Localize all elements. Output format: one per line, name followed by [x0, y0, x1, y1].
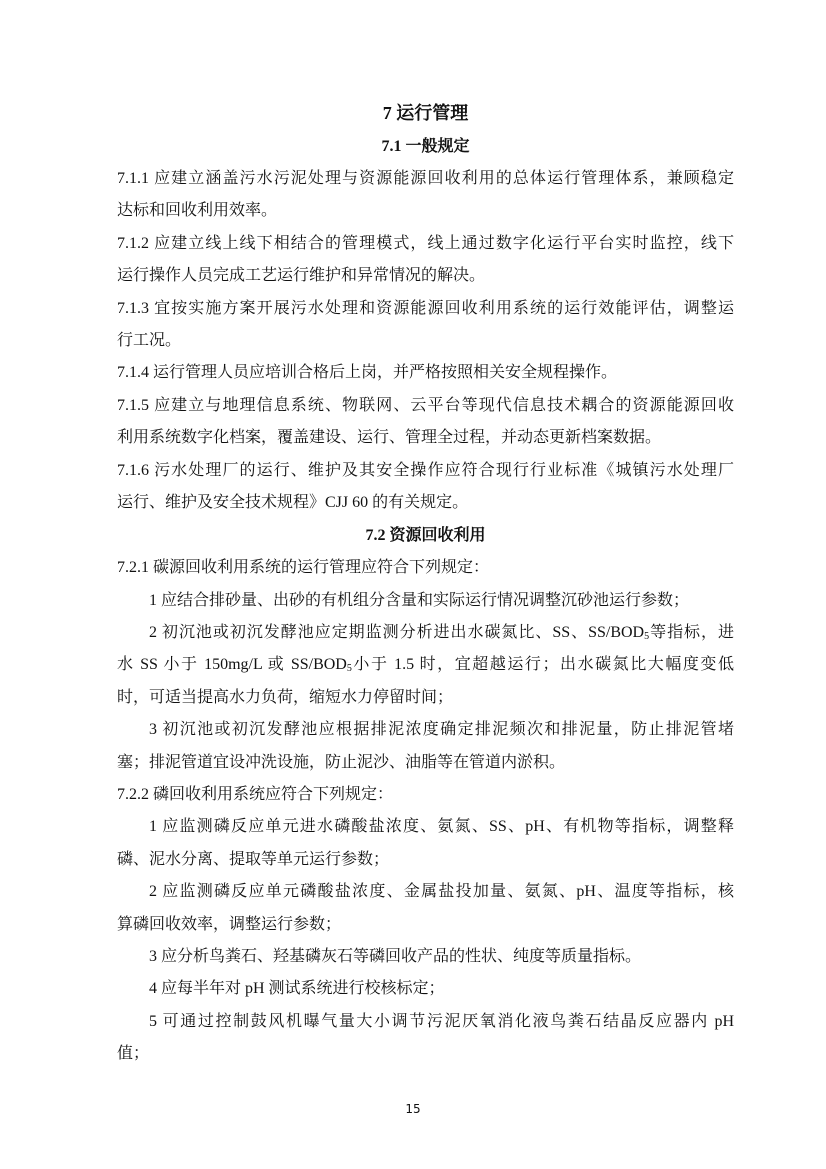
text-segment: 小于 1.5 时，宜超越运行；出水碳氮比大幅度变低: [351, 656, 734, 674]
section-heading: 7.1 一般规定: [381, 138, 470, 155]
text-line: [117, 617, 734, 649]
text-line: 2 应监测磷反应单元磷酸盐浓度、金属盐投加量、氨氮、pH、温度等指标，核: [149, 883, 734, 901]
clause-paragraph: [117, 811, 734, 876]
chapter-title: 7 运行管理: [382, 103, 469, 123]
clause-paragraph: [117, 973, 734, 1005]
text-segment: 等指标，进: [649, 624, 734, 642]
text-line: 1 应监测磷反应单元进水磷酸盐浓度、氨氮、SS、pH、有机物等指标，调整释: [149, 818, 734, 836]
text-line: 值；: [117, 1045, 150, 1063]
clause-paragraph: [117, 585, 734, 617]
clause-paragraph: [117, 163, 734, 228]
text-line: 7.1.2 应建立线上线下相结合的管理模式，线上通过数字化运行平台实时监控，线下: [117, 234, 734, 252]
text-line: 1 应结合排砂量、出砂的有机组分含量和实际运行情况调整沉砂池运行参数；: [149, 591, 690, 609]
clause-paragraph: [117, 293, 734, 358]
text-line: 7.1.1 应建立涵盖污水污泥处理与资源能源回收利用的总体运行管理体系，兼顾稳定: [117, 170, 734, 187]
clause-paragraph: [117, 390, 734, 455]
subscript: 5: [644, 631, 650, 643]
clause-paragraph: [117, 714, 734, 779]
page-number: 15: [405, 1102, 421, 1116]
section-heading: 7.2 资源回收利用: [365, 527, 486, 545]
clause-paragraph: [117, 779, 734, 811]
text-line: 5 可通过控制鼓风机曝气量大小调节污泥厌氧消化液鸟粪石结晶反应器内 pH: [149, 1012, 734, 1030]
clause-paragraph: [117, 1006, 734, 1071]
clause-paragraph: [117, 455, 734, 520]
text-line: 7.2.1 碳源回收利用系统的运行管理应符合下列规定：: [117, 559, 490, 577]
text-segment: 2 初沉池或初沉发酵池应定期监测分析进出水碳氮比、SS、SS/BOD: [149, 624, 645, 642]
text-line: [117, 649, 734, 681]
text-line: 7.2.2 磷回收利用系统应符合下列规定：: [117, 786, 394, 804]
clause-paragraph: [117, 617, 734, 714]
clause-paragraph: [117, 552, 734, 584]
clause-paragraph: [117, 228, 734, 293]
text-line: 磷、泥水分离、提取等单元运行参数；: [117, 850, 390, 868]
text-line: 利用系统数字化档案，覆盖建设、运行、管理全过程，并动态更新档案数据。: [117, 429, 662, 447]
text-line: 3 应分析鸟粪石、羟基磷灰石等磷回收产品的性状、纯度等质量指标。: [149, 947, 642, 965]
text-line: 7.1.6 污水处理厂的运行、维护及其安全操作应符合现行行业标准《城镇污水处理厂: [117, 461, 734, 479]
document-body: [117, 130, 734, 1071]
text-line: 达标和回收利用效率。: [117, 202, 278, 220]
text-line: 算磷回收效率，调整运行参数；: [117, 915, 342, 933]
clause-paragraph: [117, 357, 734, 389]
text-line: 运行操作人员完成工艺运行维护和异常情况的解决。: [117, 267, 486, 285]
text-segment: 水 SS 小于 150mg/L 或 SS/BOD: [117, 656, 347, 674]
text-line: 3 初沉池或初沉发酵池应根据排泥浓度确定排泥频次和排泥量，防止排泥管堵: [149, 721, 734, 739]
text-line: 时，可适当提高水力负荷，缩短水力停留时间；: [117, 688, 454, 706]
document-page: [117, 97, 734, 1071]
text-line: 4 应每半年对 pH 测试系统进行校核标定；: [149, 980, 445, 998]
text-line: 行工况。: [117, 331, 182, 349]
text-line: 7.1.5 应建立与地理信息系统、物联网、云平台等现代信息技术耦合的资源能源回收: [117, 396, 734, 414]
clause-paragraph: [117, 941, 734, 973]
text-line: 运行、维护及安全技术规程》CJJ 60 的有关规定。: [117, 493, 469, 511]
subscript: 5: [346, 663, 352, 675]
text-line: 7.1.3 宜按实施方案开展污水处理和资源能源回收利用系统的运行效能评估，调整运: [117, 299, 734, 317]
text-line: 塞；排泥管道宜设冲洗设施，防止泥沙、油脂等在管道内淤积。: [117, 753, 566, 771]
text-line: 7.1.4 运行管理人员应培训合格后上岗，并严格按照相关安全规程操作。: [117, 364, 618, 382]
clause-paragraph: [117, 876, 734, 941]
